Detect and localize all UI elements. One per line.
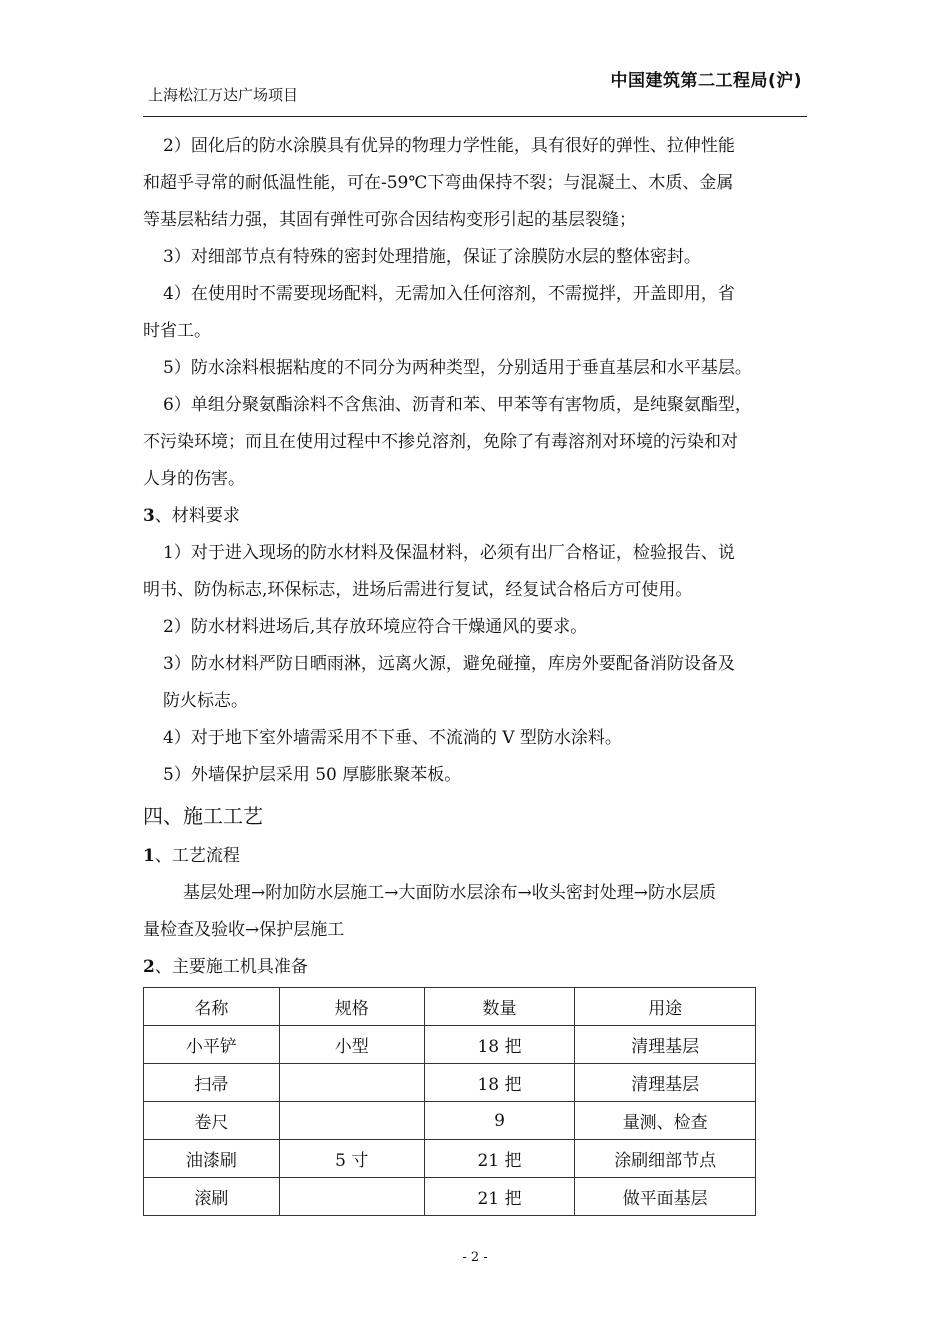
material-line: 3）防水材料严防日晒雨淋，远离火源，避免碰撞，库房外要配备消防设备及 xyxy=(163,654,735,674)
material-line: 明书、防伪标志,环保标志，进场后需进行复试，经复试合格后方可使用。 xyxy=(143,580,693,600)
paragraph-line: 3）对细部节点有特殊的密封处理措施，保证了涂膜防水层的整体密封。 xyxy=(163,247,701,267)
material-line: 防火标志。 xyxy=(163,691,248,711)
table-cell: 卷尺 xyxy=(144,1102,280,1140)
table-cell: 21 把 xyxy=(424,1140,575,1178)
table-cell: 量测、检查 xyxy=(575,1102,756,1140)
table-cell: 小平铲 xyxy=(144,1026,280,1064)
table-header-cell: 数量 xyxy=(424,988,575,1026)
table-cell: 清理基层 xyxy=(575,1026,756,1064)
table-row xyxy=(144,1140,756,1178)
flow-line: 量检查及验收→保护层施工 xyxy=(143,920,345,940)
material-line: 4）对于地下室外墙需采用不下垂、不流淌的 V 型防水涂料。 xyxy=(163,728,622,748)
paragraph-line: 时省工。 xyxy=(143,321,211,341)
header-company-name: 中国建筑第二工程局(沪) xyxy=(610,71,802,91)
table-cell xyxy=(279,1102,424,1140)
table-cell: 9 xyxy=(424,1102,575,1140)
material-line: 5）外墙保护层采用 50 厚膨胀聚苯板。 xyxy=(163,765,462,785)
header-divider xyxy=(143,116,807,117)
paragraph-line: 人身的伤害。 xyxy=(143,469,245,489)
material-line: 2）防水材料进场后,其存放环境应符合干燥通风的要求。 xyxy=(163,617,588,637)
flow-line: 基层处理→附加防水层施工→大面防水层涂布→收头密封处理→防水层质 xyxy=(183,883,716,903)
table-cell: 滚刷 xyxy=(144,1178,280,1216)
table-cell: 做平面基层 xyxy=(575,1178,756,1216)
table-cell: 涂刷细部节点 xyxy=(575,1140,756,1178)
tools-table xyxy=(143,987,756,1216)
paragraph-line: 6）单组分聚氨酯涂料不含焦油、沥青和苯、甲苯等有害物质，是纯聚氨酯型， xyxy=(163,395,752,415)
table-header-cell: 用途 xyxy=(575,988,756,1026)
table-cell: 21 把 xyxy=(424,1178,575,1216)
paragraph-line: 不污染环境；而且在使用过程中不掺兑溶剂，免除了有毒溶剂对环境的污染和对 xyxy=(143,432,738,452)
table-header-cell: 规格 xyxy=(279,988,424,1026)
table-row xyxy=(144,1102,756,1140)
table-header-row xyxy=(144,988,756,1026)
table-row xyxy=(144,1026,756,1064)
table-cell: 小型 xyxy=(279,1026,424,1064)
table-cell: 油漆刷 xyxy=(144,1140,280,1178)
paragraph-line: 和超乎寻常的耐低温性能，可在-59℃下弯曲保持不裂；与混凝土、木质、金属 xyxy=(143,173,734,193)
subheading-tools: 2、主要施工机具准备 xyxy=(143,957,308,977)
table-cell: 扫帚 xyxy=(144,1064,280,1102)
table-row xyxy=(144,1178,756,1216)
paragraph-line: 4）在使用时不需要现场配料，无需加入任何溶剂，不需搅拌，开盖即用，省 xyxy=(163,284,735,304)
table-cell xyxy=(279,1178,424,1216)
table-cell: 5 寸 xyxy=(279,1140,424,1178)
paragraph-line: 5）防水涂料根据粘度的不同分为两种类型，分别适用于垂直基层和水平基层。 xyxy=(163,358,752,378)
material-line: 1）对于进入现场的防水材料及保温材料，必须有出厂合格证，检验报告、说 xyxy=(163,543,735,563)
table-row xyxy=(144,1064,756,1102)
table-cell: 清理基层 xyxy=(575,1064,756,1102)
page-number: - 2 - xyxy=(462,1250,488,1265)
document-body xyxy=(143,128,807,986)
table-cell: 18 把 xyxy=(424,1026,575,1064)
subheading-flow: 1、工艺流程 xyxy=(143,846,240,866)
section-heading: 四、施工工艺 xyxy=(143,804,263,828)
table-cell: 18 把 xyxy=(424,1064,575,1102)
table-header-cell: 名称 xyxy=(144,988,280,1026)
subheading-materials: 3、材料要求 xyxy=(143,506,240,526)
table-cell xyxy=(279,1064,424,1102)
header-project-name: 上海松江万达广场项目 xyxy=(148,86,299,104)
paragraph-line: 等基层粘结力强，其固有弹性可弥合因结构变形引起的基层裂缝； xyxy=(143,210,636,230)
paragraph-line: 2）固化后的防水涂膜具有优异的物理力学性能，具有很好的弹性、拉伸性能 xyxy=(163,136,735,156)
